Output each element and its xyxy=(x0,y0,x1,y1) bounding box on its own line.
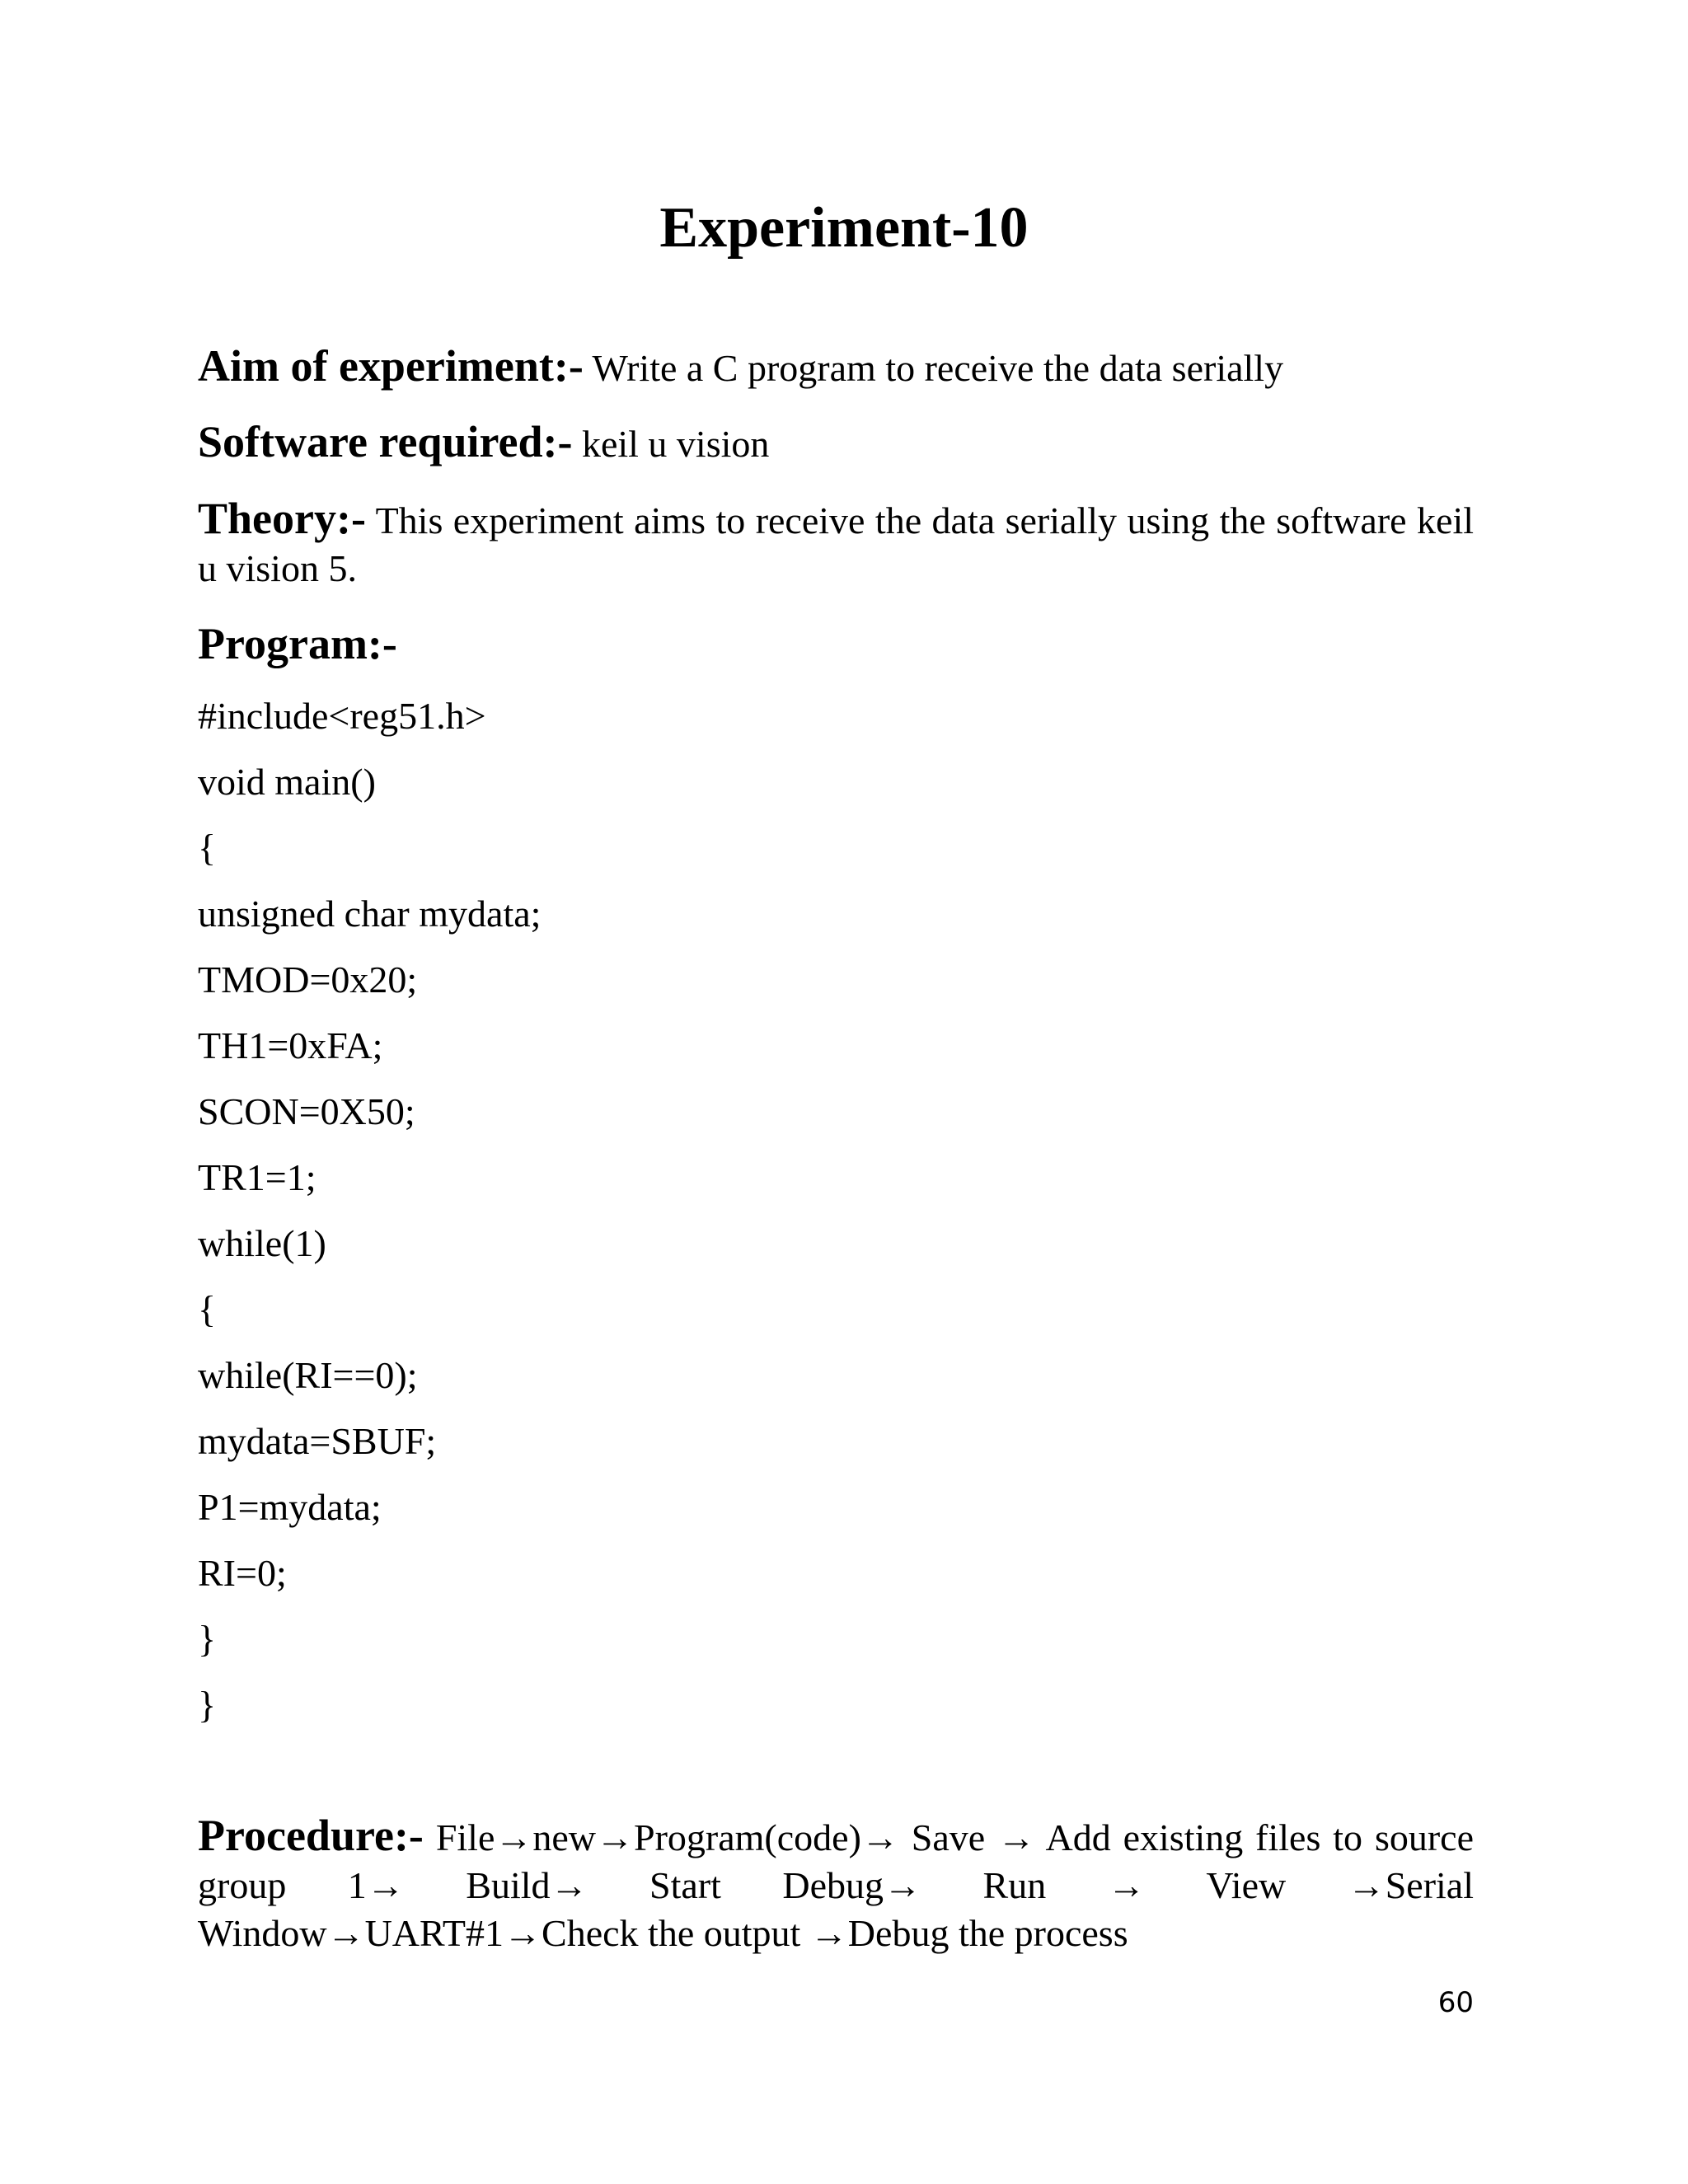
code-line: TH1=0xFA; xyxy=(198,1024,383,1066)
code-line: { xyxy=(198,827,217,869)
procedure-text: File→new→Program(code)→ Save → Add existing files to source group 1→ Build→ Start Debug→ Run → View →Serial Window→UART#1→Check the output →Debug the process xyxy=(198,1816,1475,1954)
code-line: RI=0; xyxy=(198,1552,287,1594)
software-text: keil u vision xyxy=(581,423,770,465)
code-line: unsigned char mydata; xyxy=(198,893,542,935)
aim-section xyxy=(198,342,1474,392)
code-line: #include<reg51.h> xyxy=(198,695,486,737)
software-label: Software required:- xyxy=(198,417,573,466)
aim-label: Aim of experiment:- xyxy=(198,341,584,391)
code-line: TMOD=0x20; xyxy=(198,958,418,1001)
aim-text: Write a C program to receive the data serially xyxy=(592,347,1284,389)
code-line: } xyxy=(198,1684,217,1726)
procedure-section xyxy=(198,1811,1474,1957)
page-number: 60 xyxy=(1437,1986,1474,2019)
code-line: void main() xyxy=(198,761,376,803)
theory-text: This experiment aims to receive the data serially using the software keil u vision 5. xyxy=(198,499,1474,589)
code-line: } xyxy=(198,1618,217,1660)
code-line: { xyxy=(198,1288,217,1330)
procedure-label: Procedure:- xyxy=(198,1811,424,1860)
code-line: SCON=0X50; xyxy=(198,1090,415,1132)
theory-label: Theory:- xyxy=(198,494,366,543)
code-line: TR1=1; xyxy=(198,1156,316,1198)
code-line: while(1) xyxy=(198,1222,326,1264)
code-line: P1=mydata; xyxy=(198,1486,382,1528)
program-label: Program:- xyxy=(198,619,397,668)
software-section xyxy=(198,418,1474,468)
program-section xyxy=(198,620,1474,670)
theory-section xyxy=(198,494,1474,593)
page-title: Experiment-10 xyxy=(659,196,1029,260)
code-line: while(RI==0); xyxy=(198,1354,418,1396)
code-line: mydata=SBUF; xyxy=(198,1420,437,1462)
